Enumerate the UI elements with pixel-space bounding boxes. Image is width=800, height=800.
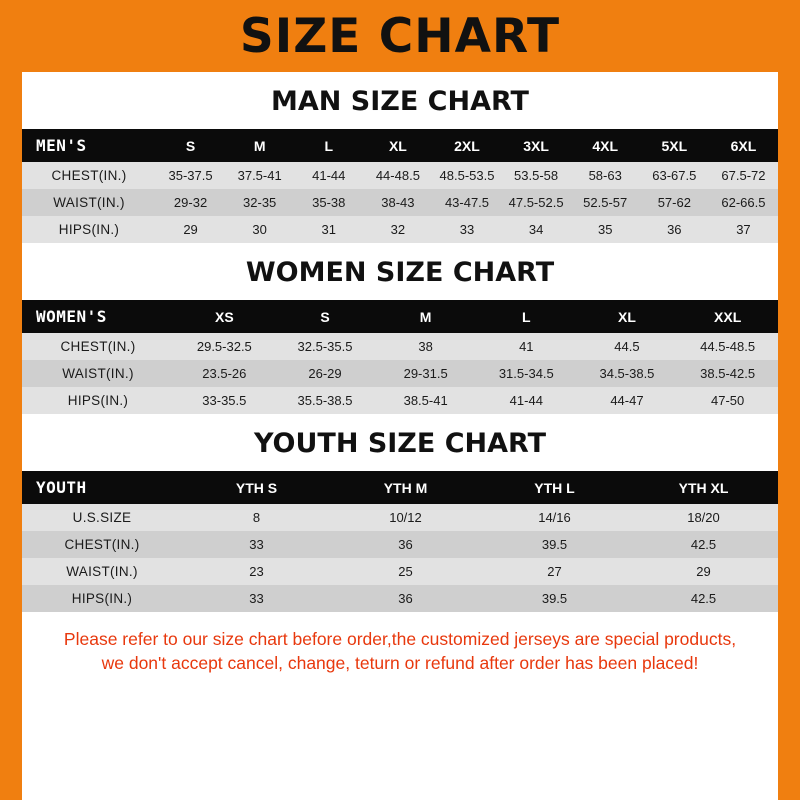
table-row xyxy=(22,216,778,243)
table-cell: 47.5-52.5 xyxy=(502,189,571,216)
table-cell: 52.5-57 xyxy=(571,189,640,216)
column-header: 6XL xyxy=(709,129,778,162)
column-header: 2XL xyxy=(432,129,501,162)
table-cell: 44.5 xyxy=(577,333,678,360)
table-cell: 36 xyxy=(331,585,480,612)
table-cell: 42.5 xyxy=(629,531,778,558)
table-cell: 62-66.5 xyxy=(709,189,778,216)
row-header: WAIST(IN.) xyxy=(22,189,156,216)
table-row xyxy=(22,558,778,585)
section-men xyxy=(22,86,778,243)
column-header: MEN'S xyxy=(22,129,156,162)
column-header: 5XL xyxy=(640,129,709,162)
table-cell: 33 xyxy=(182,585,331,612)
table-cell: 38-43 xyxy=(363,189,432,216)
table-cell: 41-44 xyxy=(294,162,363,189)
table-cell: 30 xyxy=(225,216,294,243)
table-row xyxy=(22,162,778,189)
table-cell: 58-63 xyxy=(571,162,640,189)
table-cell: 63-67.5 xyxy=(640,162,709,189)
row-header: HIPS(IN.) xyxy=(22,216,156,243)
table-cell: 39.5 xyxy=(480,531,629,558)
column-header: 4XL xyxy=(571,129,640,162)
table-cell: 18/20 xyxy=(629,504,778,531)
page-title: SIZE CHART xyxy=(239,8,561,64)
column-header: YTH L xyxy=(480,471,629,504)
table-row xyxy=(22,531,778,558)
column-header: XS xyxy=(174,300,275,333)
notice-line-2: we don't accept cancel, change, teturn or refund after order has been placed! xyxy=(101,652,699,673)
column-header: M xyxy=(375,300,476,333)
page-banner xyxy=(0,0,800,72)
row-header: CHEST(IN.) xyxy=(22,531,182,558)
table-cell: 29 xyxy=(629,558,778,585)
table-row xyxy=(22,504,778,531)
table-cell: 33 xyxy=(182,531,331,558)
row-header: CHEST(IN.) xyxy=(22,333,174,360)
table-cell: 25 xyxy=(331,558,480,585)
table-cell: 67.5-72 xyxy=(709,162,778,189)
column-header: YTH M xyxy=(331,471,480,504)
column-header: S xyxy=(275,300,376,333)
table-youth-size xyxy=(22,471,778,612)
table-cell: 23.5-26 xyxy=(174,360,275,387)
table-cell: 33 xyxy=(432,216,501,243)
column-header: YTH S xyxy=(182,471,331,504)
table-cell: 39.5 xyxy=(480,585,629,612)
table-cell: 43-47.5 xyxy=(432,189,501,216)
table-cell: 29-31.5 xyxy=(375,360,476,387)
table-cell: 38 xyxy=(375,333,476,360)
content-area xyxy=(0,86,800,675)
table-row xyxy=(22,189,778,216)
table-cell: 33-35.5 xyxy=(174,387,275,414)
table-cell: 35-37.5 xyxy=(156,162,225,189)
column-header: XL xyxy=(363,129,432,162)
column-header: 3XL xyxy=(502,129,571,162)
row-header: WAIST(IN.) xyxy=(22,558,182,585)
table-cell: 37.5-41 xyxy=(225,162,294,189)
table-cell: 32.5-35.5 xyxy=(275,333,376,360)
column-header: YTH XL xyxy=(629,471,778,504)
column-header: S xyxy=(156,129,225,162)
row-header: WAIST(IN.) xyxy=(22,360,174,387)
table-cell: 42.5 xyxy=(629,585,778,612)
table-cell: 27 xyxy=(480,558,629,585)
column-header: XL xyxy=(577,300,678,333)
section-title-youth: YOUTH SIZE CHART xyxy=(253,428,547,459)
column-header: WOMEN'S xyxy=(22,300,174,333)
table-header-row xyxy=(22,129,778,162)
table-cell: 36 xyxy=(640,216,709,243)
table-men-size xyxy=(22,129,778,243)
column-header: XXL xyxy=(677,300,778,333)
table-cell: 35-38 xyxy=(294,189,363,216)
table-cell: 47-50 xyxy=(677,387,778,414)
section-women xyxy=(22,257,778,414)
table-cell: 35.5-38.5 xyxy=(275,387,376,414)
table-header-row xyxy=(22,471,778,504)
table-women-size xyxy=(22,300,778,414)
table-cell: 8 xyxy=(182,504,331,531)
table-row xyxy=(22,387,778,414)
table-cell: 41 xyxy=(476,333,577,360)
column-header: M xyxy=(225,129,294,162)
table-cell: 48.5-53.5 xyxy=(432,162,501,189)
table-cell: 31 xyxy=(294,216,363,243)
table-cell: 57-62 xyxy=(640,189,709,216)
table-cell: 31.5-34.5 xyxy=(476,360,577,387)
notice-line-1: Please refer to our size chart before order,the customized jerseys are special products, xyxy=(63,629,737,649)
table-cell: 14/16 xyxy=(480,504,629,531)
table-cell: 26-29 xyxy=(275,360,376,387)
table-cell: 35 xyxy=(571,216,640,243)
row-header: HIPS(IN.) xyxy=(22,585,182,612)
table-cell: 32-35 xyxy=(225,189,294,216)
table-cell: 41-44 xyxy=(476,387,577,414)
table-cell: 44-47 xyxy=(577,387,678,414)
table-row xyxy=(22,360,778,387)
column-header: L xyxy=(476,300,577,333)
row-header: CHEST(IN.) xyxy=(22,162,156,189)
row-header: U.S.SIZE xyxy=(22,504,182,531)
table-header-row xyxy=(22,300,778,333)
table-cell: 10/12 xyxy=(331,504,480,531)
table-cell: 29.5-32.5 xyxy=(174,333,275,360)
section-title-women: WOMEN SIZE CHART xyxy=(245,257,555,288)
section-title-men: MAN SIZE CHART xyxy=(271,86,529,117)
row-header: HIPS(IN.) xyxy=(22,387,174,414)
table-cell: 53.5-58 xyxy=(502,162,571,189)
table-cell: 38.5-42.5 xyxy=(677,360,778,387)
table-cell: 32 xyxy=(363,216,432,243)
table-cell: 37 xyxy=(709,216,778,243)
table-cell: 44-48.5 xyxy=(363,162,432,189)
order-notice xyxy=(44,628,756,675)
section-youth xyxy=(22,428,778,612)
table-cell: 29-32 xyxy=(156,189,225,216)
table-row xyxy=(22,585,778,612)
column-header: L xyxy=(294,129,363,162)
table-row xyxy=(22,333,778,360)
table-cell: 44.5-48.5 xyxy=(677,333,778,360)
column-header: YOUTH xyxy=(22,471,182,504)
table-cell: 34.5-38.5 xyxy=(577,360,678,387)
table-cell: 38.5-41 xyxy=(375,387,476,414)
table-cell: 23 xyxy=(182,558,331,585)
table-cell: 29 xyxy=(156,216,225,243)
table-cell: 36 xyxy=(331,531,480,558)
table-cell: 34 xyxy=(502,216,571,243)
